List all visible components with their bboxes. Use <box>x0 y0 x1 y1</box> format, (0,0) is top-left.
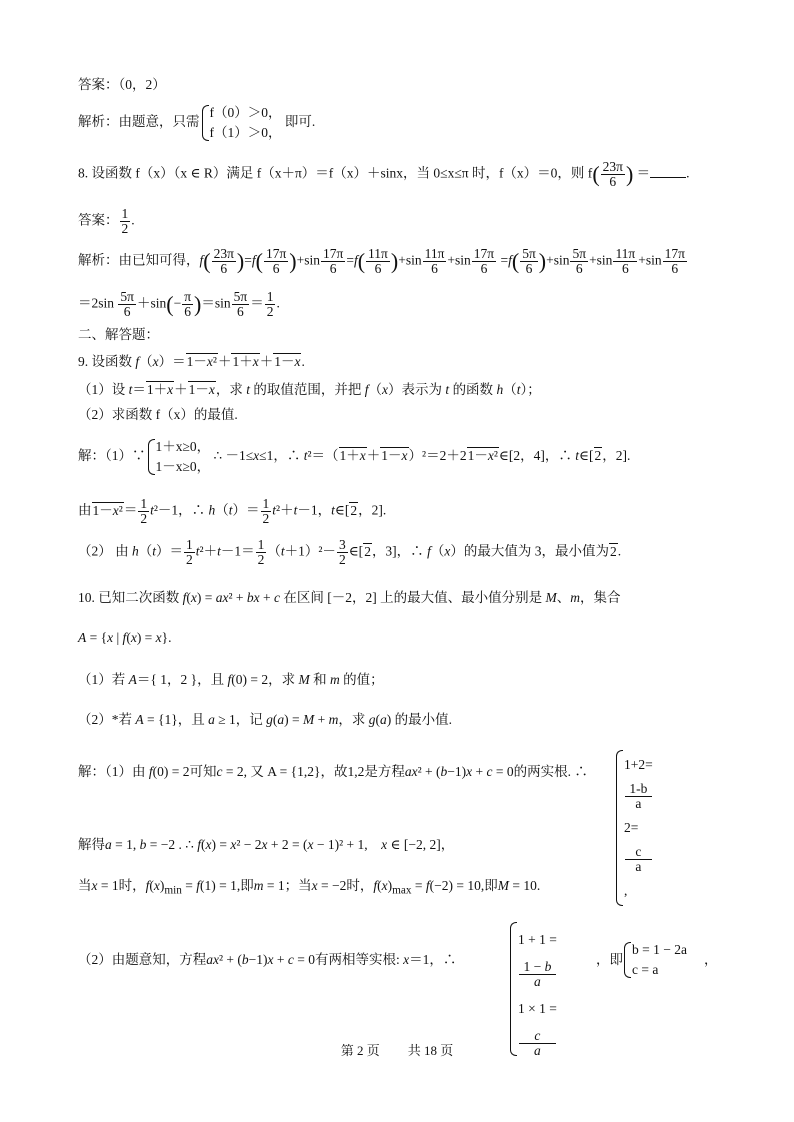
solution-10-comma: ， <box>704 952 718 967</box>
page-footer <box>0 1040 794 1059</box>
solution-10-system-1: 1+2= 1-b a 2= c a , <box>614 748 653 908</box>
question-8-text: 8. 设函数 f（x）（x ∈ R）满足 f（x＋π）＝f（x）＋sinx，当 0≤x≤π 时，f（x）＝0，则 f <box>78 165 593 181</box>
page-total: 共 18 页 <box>407 1043 454 1058</box>
solution-10-system-3 <box>622 940 687 980</box>
solution-9-line-3: （2） 由 h（t）＝ $\frac{1}{2}$ t²＋t－1＝ $\frac{1}{2}$ （t＋1）²－ $\frac{3}{2}$ ∈[2，3]，∴ f（x）的最大值为 3，最小值为2. <box>78 537 622 567</box>
solution-8-line-1: 解析：由已知可得，f( $\frac{23\pi}{6}$ )=f( $\frac{17\pi}{6}$ )+sin $\frac{17\pi}{6}$ =f( $\frac{11\pi}{6}$ )+sin $\frac{11\pi}{6}$ +sin $\frac{17\pi}{6}$ =f( $\frac{5\pi}{6}$ )+sin $\frac{5\pi}{6}$ +sin $\frac{11\pi}{6}$ +sin $\frac{17\pi}{6}$ <box>78 246 685 276</box>
question-9-part-2: （2）求函数 f（x）的最值. <box>78 407 238 422</box>
solution-10-line-1: 解：（1）由 f(0) = 2可知c = 2, 又 A = {1,2}，故1,2是方程ax² + (b−1)x + c = 0的两实根. ∴ <box>78 764 588 779</box>
system-line-1: f（0）＞0， <box>209 105 282 120</box>
solution-10-line-4: （2）由题意知，方程ax² + (b−1)x + c = 0有两相等实根: x＝1，∴ <box>78 952 457 967</box>
system-line-2: f（1）＞0， <box>209 125 282 140</box>
solution-9-lead: 解：（1）∵ <box>78 448 146 464</box>
question-10-part-2: （2）*若 A = {1}，且 a ≥ 1，记 g(a) = M + m，求 g(a) 的最小值. <box>78 712 452 727</box>
question-10-part-1: （1）若 A＝{ 1，2 }，且 f(0) = 2，求 M 和 m 的值； <box>78 672 384 687</box>
solution-9-line-2: 由1－x²＝ $\frac{1}{2}$ t²－1，∴ h（t）＝ $\frac{1}{2}$ t²＋t－1，t∈[2，2]. <box>78 496 387 526</box>
system-line-2: c = a <box>632 962 659 977</box>
solution-7-lead: 解析：由题意，只需 <box>78 114 200 130</box>
solution-8-line-2: ＝2sin $\frac{5\pi}{6}$ ＋sin(− $\frac{\pi}{6}$ )＝sin $\frac{5\pi}{6}$ ＝ $\frac{1}{2}$ . <box>78 289 280 319</box>
section-heading: 二、解答题： <box>78 327 159 342</box>
question-10-set: A = {x | f(x) = x}. <box>78 630 172 645</box>
solution-9-line-1: 解：（1）∵ 1＋x≥0， 1－x≥0， ∴ －1≤x≤1，∴ t²＝（1＋x＋1－x）²＝2＋21－x²∈[2，4]，∴ t∈[2，2]. <box>78 437 630 477</box>
answer-blank <box>650 164 686 178</box>
question-8-eq: ＝ <box>636 165 651 181</box>
solution-9-system <box>146 437 211 477</box>
question-9: 9. 设函数 f（x）＝1－x²＋1＋x＋1－x. <box>78 354 305 369</box>
solution-8-lead: 解析：由已知可得， <box>78 252 200 268</box>
solution-10-line-2: 解得a = 1, b = −2 . ∴ f(x) = x² − 2x + 2 = (x − 1)² + 1, x ∈ [−2, 2]， <box>78 837 455 852</box>
question-9-part-1: （1）设 t＝1＋x＋1－x，求 t 的取值范围，并把 f（x）表示为 t 的函数 h（t）； <box>78 382 541 397</box>
page-number: 第 2 页 <box>340 1043 380 1058</box>
solution-7-system <box>200 103 282 143</box>
question-10: 10. 已知二次函数 f(x) = ax² + bx + c 在区间 [－2，2] 上的最大值、最小值分别是 M、m，集合 <box>78 590 621 605</box>
answer-8-label: 答案： <box>78 212 119 228</box>
system-line-1: b = 1 − 2a <box>632 942 687 957</box>
system-line-2: 1－x≥0， <box>155 459 211 474</box>
question-8: 8. 设函数 f（x）（x ∈ R）满足 f（x＋π）＝f（x）＋sinx，当 0≤x≤π 时，f（x）＝0，则 f( $\frac{23\pi}{6}$ ) ＝ . <box>78 159 690 189</box>
solution-10-system-2: 1 + 1 = 1 − b a 1 × 1 = c a <box>508 920 557 1058</box>
solution-7 <box>78 103 315 143</box>
answer-8: 答案： $\frac{1}{2}$ . <box>78 206 135 236</box>
solution-10-connector: ，即 <box>596 952 623 967</box>
answer-7: 答案：（0，2） <box>78 77 166 92</box>
solution-7-tail: 即可. <box>284 114 316 130</box>
solution-10-line-3: 当x = 1时，$f(x)_{min} = f(1) = 1$,即m = 1；当x = −2时，$f(x)_{max} = f(-2) = 10$,即M = 10. <box>78 878 541 897</box>
system-line-1: 1＋x≥0， <box>155 439 211 454</box>
